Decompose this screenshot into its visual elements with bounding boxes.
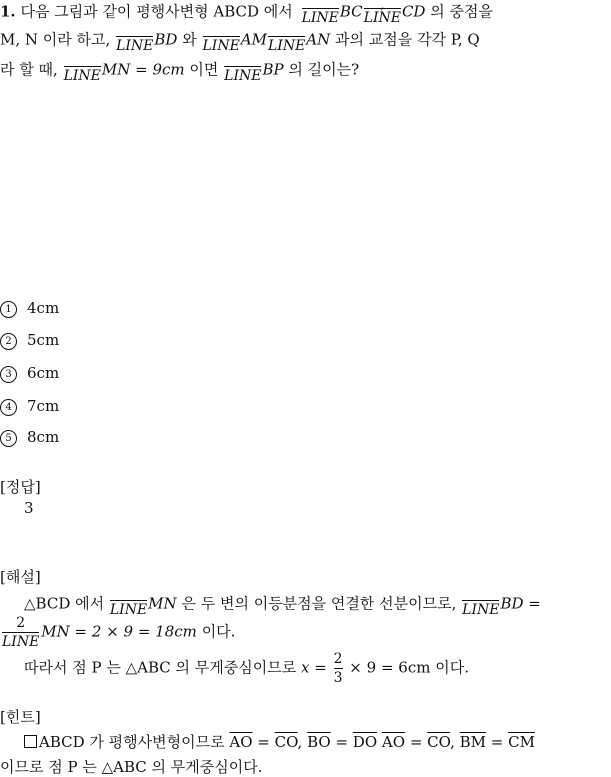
question-text: 의 중점을 xyxy=(430,2,493,21)
overline-fraction: LINE xyxy=(116,38,154,54)
explanation-text: × 9 = 6cm 이다. xyxy=(349,658,469,677)
explanation-text: 은 두 변의 이등분점을 연결한 선분이므로, xyxy=(181,594,457,613)
segment: $\overline{DO}$ xyxy=(352,733,378,751)
segment-label: BD xyxy=(154,30,178,49)
explanation-label: [해설] xyxy=(0,568,41,586)
explanation-line-2 xyxy=(0,616,235,656)
segment: $\overline{AO}$ xyxy=(381,733,406,751)
overline-fraction: LINE xyxy=(202,38,240,54)
segment-label: AN xyxy=(306,30,331,49)
question-line-1 xyxy=(0,0,493,30)
question-line-3 xyxy=(0,58,359,88)
explanation-text: 이다. xyxy=(201,622,236,641)
segment-label: MN = 9cm xyxy=(101,60,185,79)
segment: $\overline{CO}$ xyxy=(427,733,451,751)
choice-text: 4cm xyxy=(27,299,60,317)
parallelogram-symbol-icon xyxy=(24,735,37,748)
overline-fraction: LINE xyxy=(462,602,500,618)
overline-fraction: LINE xyxy=(301,10,339,26)
choice-1[interactable] xyxy=(0,299,59,318)
question-text: 다음 그림과 같이 평행사변형 ABCD 에서 xyxy=(20,2,293,21)
equation: x = xyxy=(301,658,327,677)
segment: $\overline{AO}$ xyxy=(229,733,253,751)
segment-label: CD xyxy=(401,2,426,21)
choice-4[interactable] xyxy=(0,397,59,416)
question-number: 1. xyxy=(0,2,16,21)
hint-line-1: ABCD 가 평행사변형이므로 $\overline{AO} = \overline{CO}$, $\overline{BO} = \overline{DO}$ $\overline{AO} = \overline{CO}$, $\overline{BM} = \overline{CM}$ xyxy=(24,731,535,752)
segment-label: BC xyxy=(339,2,363,21)
hint-text: ABCD 가 평행사변형이므로 xyxy=(39,733,225,751)
overline-fraction: LINE xyxy=(224,68,262,84)
segment-label: BD = xyxy=(500,594,541,613)
segment: $\overline{CM}$ xyxy=(508,733,535,751)
overline-fraction: LINE xyxy=(268,38,306,54)
choice-marker: 5 xyxy=(0,430,17,447)
question-text: 과의 교점을 각각 P, Q xyxy=(335,30,480,49)
choice-text: 7cm xyxy=(27,397,60,415)
segment-label: MN = 2 × 9 = 18cm xyxy=(41,622,197,641)
choice-marker: 1 xyxy=(0,301,17,318)
question-text: 와 xyxy=(182,30,197,49)
choice-2[interactable] xyxy=(0,331,59,350)
answer-label: [정답] xyxy=(0,478,41,496)
overline-fraction: LINE xyxy=(63,68,101,84)
choice-text: 5cm xyxy=(27,331,60,349)
explanation-line-3 xyxy=(24,652,469,692)
choice-5[interactable] xyxy=(0,428,59,447)
fraction: $\frac{2}{3}$ xyxy=(333,651,343,686)
question-text: 이면 xyxy=(189,60,219,79)
explanation-text: 따라서 점 P 는 △ABC 의 무게중심이므로 xyxy=(24,658,297,677)
choice-text: 8cm xyxy=(27,428,60,446)
choice-text: 6cm xyxy=(27,364,60,382)
question-text: 의 길이는? xyxy=(288,60,360,79)
question-text: M, N 이라 하고, xyxy=(0,30,111,49)
hint-line-2: 이므로 점 P 는 △ABC 의 무게중심이다. xyxy=(0,758,263,776)
choice-marker: 4 xyxy=(0,399,17,416)
question-line-2 xyxy=(0,28,480,58)
choice-marker: 3 xyxy=(0,366,17,383)
segment: $\overline{BO}$ xyxy=(307,733,331,751)
segment-label: MN xyxy=(148,594,177,613)
segment: $\overline{BM}$ xyxy=(459,733,486,751)
overline-fraction: $\frac{,}{\text{LINE}}$ xyxy=(363,0,401,26)
choice-3[interactable] xyxy=(0,364,59,383)
explanation-text: △BCD 에서 xyxy=(24,594,105,613)
question-text: 라 할 때, xyxy=(0,60,58,79)
choice-marker: 2 xyxy=(0,333,17,350)
segment-label: BP xyxy=(262,60,284,79)
segment: $\overline{CO}$ xyxy=(274,733,298,751)
hint-label: [힌트] xyxy=(0,708,41,726)
answer-value: 3 xyxy=(24,499,34,517)
overline-fraction: LINE xyxy=(109,602,148,618)
segment-label: AM xyxy=(240,30,267,49)
fraction: 2 LINE xyxy=(2,615,40,650)
